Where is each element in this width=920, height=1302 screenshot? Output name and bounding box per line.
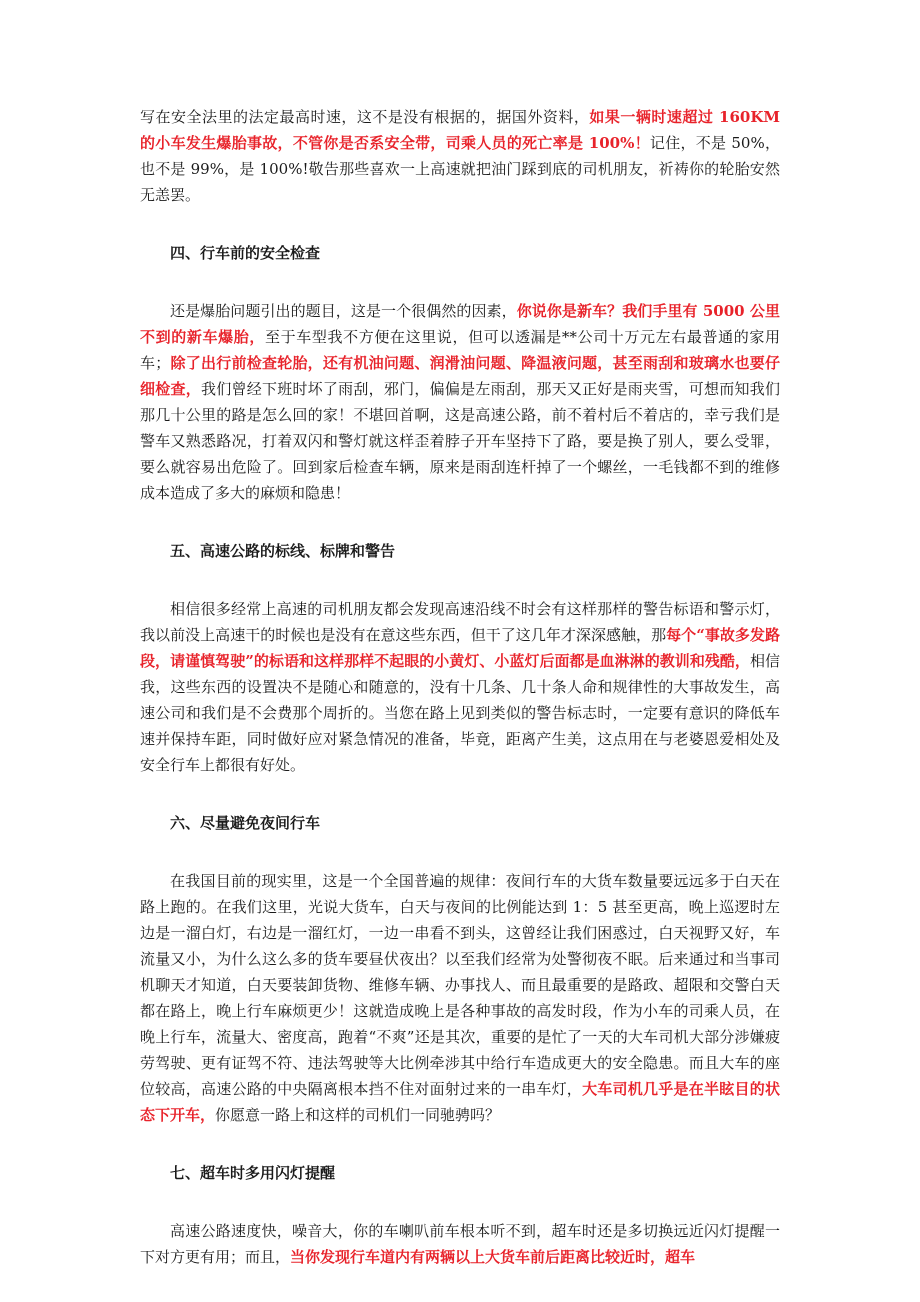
text-run: 高速公路速度快，噪音大，你的车喇叭前车根本听不到，超车时还是多切换远近闪灯提醒一下对方更有用；而且， (140, 1222, 780, 1266)
highlight-text: 当你发现行车道内有两辆以上大货车前后距离比较近时，超车 (290, 1248, 696, 1266)
text-run: 你愿意一路上和这样的司机们一同驰骋吗？ (215, 1106, 501, 1124)
paragraph-road-signs (140, 596, 780, 778)
highlight-text: 每个“事故多发路段，请谨慎驾驶”的标语和这样那样不起眼的小黄灯、小蓝灯后面都是血淋淋的教训和残酷， (140, 626, 780, 670)
section-heading-7: 七、超车时多用闪灯提醒 (170, 1164, 336, 1182)
highlight-text: 如果一辆时速超过 160KM 的小车发生爆胎事故，不管你是否系安全带，司乘人员的死亡率是 100%！ (140, 108, 780, 152)
text-run: 在我国目前的现实里，这是一个全国普遍的规律：夜间行车的大货车数量要远远多于白天在路上跑的。在我们这里，光说大货车，白天与夜间的比例能达到 1：5 甚至更高，晚上巡逻时左边是一溜白灯，右边是一溜红灯，一边一串看不到头，这曾经让我们困惑过，白天视野又好，车流量又小，为什么这么多的货车要昼伏夜出？以至我们经常为处警彻夜不眠。后来通过和当事司机聊天才知道，白天要装卸货物、维修车辆、办事找人、而且最重要的是路政、超限和交警白天都在路上，晚上行车麻烦更少！这就造成晚上是各种事故的高发时段，作为小车的司乘人员，在晚上行车，流量大、密度高，跑着“不爽”还是其次，重要的是忙了一天的大车司机大部分涉嫌疲劳驾驶、更有证驾不符、违法驾驶等大比例牵涉其中给行车造成更大的安全隐患。而且大车的座位较高，高速公路的中央隔离根本挡不住对面射过来的一串车灯， (140, 872, 780, 1098)
text-run: 我们曾经下班时坏了雨刮，邪门，偏偏是左雨刮，那天又正好是雨夹雪，可想而知我们那几十公里的路是怎么回的家！不堪回首啊，这是高速公路，前不着村后不着店的，幸亏我们是警车又熟悉路况，打着双闪和警灯就这样歪着脖子开车坚持下了路，要是换了别人，要么受罪，要么就容易出危险了。回到家后检查车辆，原来是雨刮连杆掉了一个螺丝，一毛钱都不到的维修成本造成了多大的麻烦和隐患！ (140, 380, 780, 502)
paragraph-night-driving (140, 868, 780, 1128)
highlight-text: 除了出行前检查轮胎，还有机油问题、润滑油问题、降温液问题，甚至雨刮和玻璃水也要仔细检查， (140, 354, 780, 398)
highlight-text: 你说你是新车？我们手里有 5000 公里不到的新车爆胎， (140, 302, 780, 346)
text-run: 至于车型我不方便在这里说，但可以透漏是**公司十万元左右最普通的家用车； (140, 328, 780, 372)
text-run: 相信很多经常上高速的司机朋友都会发现高速沿线不时会有这样那样的警告标语和警示灯，我以前没上高速干的时候也是没有在意这些东西，但干了这几年才深深感触，那 (140, 600, 780, 644)
paragraph-overtaking (140, 1218, 780, 1270)
highlight-text: 大车司机几乎是在半眩目的状态下开车， (140, 1080, 780, 1124)
section-heading-5: 五、高速公路的标线、标牌和警告 (170, 542, 396, 560)
text-run: 写在安全法里的法定最高时速，这不是没有根据的，据国外资料， (140, 108, 590, 126)
section-heading-4: 四、行车前的安全检查 (170, 244, 321, 262)
paragraph-speed-law (140, 104, 780, 208)
text-run: 相信我，这些东西的设置决不是随心和随意的，没有十几条、几十条人命和规律性的大事故发生，高速公司和我们是不会费那个周折的。当您在路上见到类似的警告标志时，一定要有意识的降低车速并保持车距，同时做好应对紧急情况的准备，毕竟，距离产生美，这点用在与老婆恩爱相处及安全行车上都很有好处。 (140, 652, 780, 774)
section-heading-6: 六、尽量避免夜间行车 (170, 814, 321, 832)
text-run: 记住，不是 50%，也不是 99%，是 100%!敬告那些喜欢一上高速就把油门踩到底的司机朋友，祈祷你的轮胎安然无恙罢。 (140, 134, 781, 204)
paragraph-pre-trip-check (140, 298, 780, 506)
text-run: 还是爆胎问题引出的题目，这是一个很偶然的因素， (170, 302, 517, 320)
